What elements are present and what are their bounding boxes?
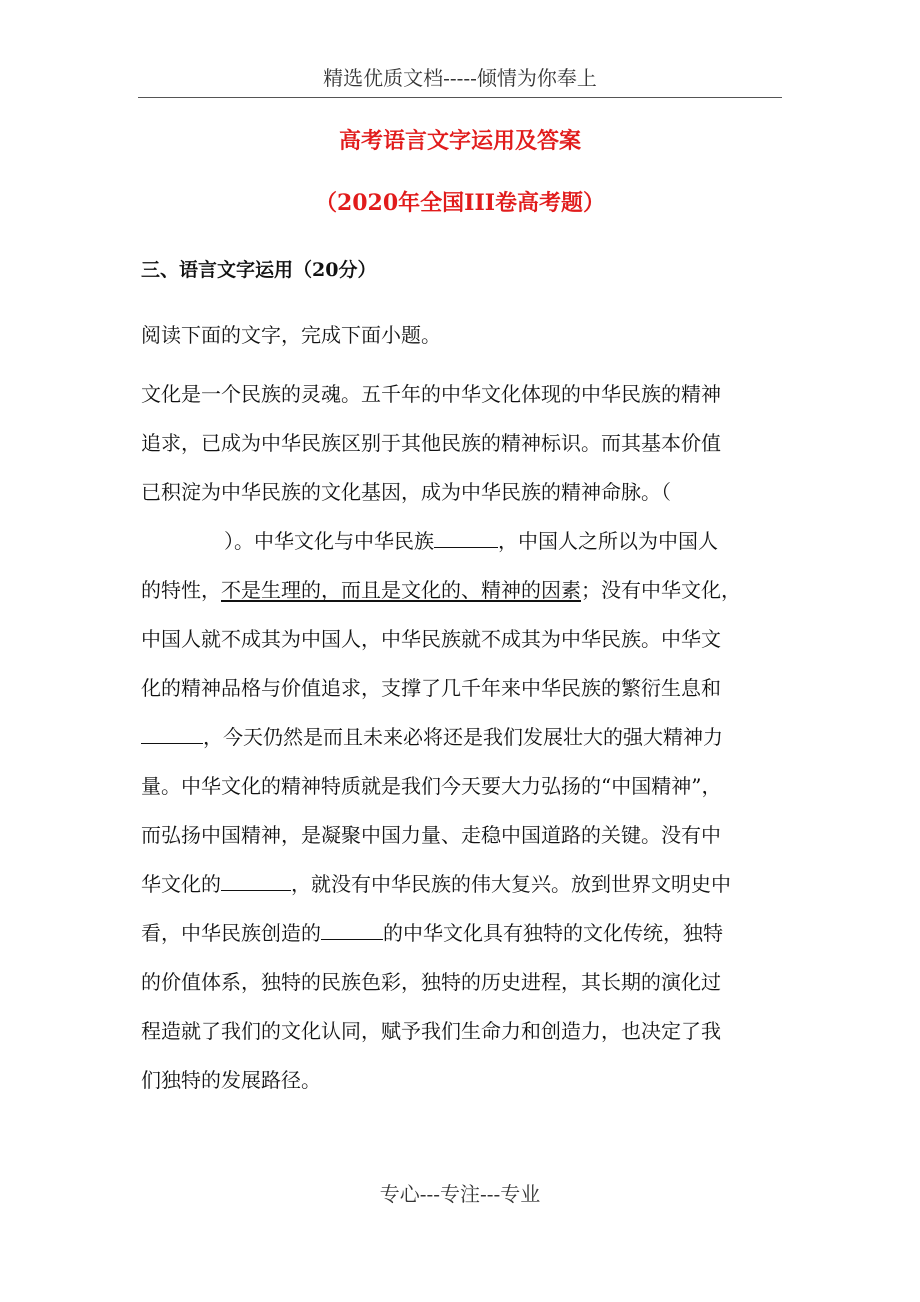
passage-line [141,920,781,946]
fill-blank-1[interactable] [434,529,498,548]
passage-text: ）。中华文化与中华民族 [224,529,434,553]
passage-line: 们独特的发展路径。 [141,1068,321,1092]
passage-line [141,871,781,897]
fill-blank-4[interactable] [321,921,383,940]
page-header: 精选优质文档-----倾情为你奉上 [323,66,597,90]
passage-line: 量。中华文化的精神特质就是我们今天要大力弘扬的“中国精神”， [141,774,722,798]
passage-line: 已积淀为中华民族的文化基因，成为中华民族的精神命脉。（ [141,480,671,504]
fill-blank-2[interactable] [141,725,203,744]
passage-text: ，今天仍然是而且未来必将还是我们发展壮大的强大精神力 [203,725,723,749]
passage-line: 而弘扬中国精神，是凝聚中国力量、走稳中国道路的关键。没有中 [141,823,721,847]
passage-line [224,528,784,554]
passage-text: 的中华文化具有独特的文化传统，独特 [383,921,723,945]
passage-line: 中国人就不成其为中国人，中华民族就不成其为中华民族。中华文 [141,627,721,651]
instruction-text: 阅读下面的文字，完成下面小题。 [141,323,441,347]
passage-line: 程造就了我们的文化认同，赋予我们生命力和创造力，也决定了我 [141,1019,721,1043]
passage-line [141,724,781,750]
passage-line: 的价值体系，独特的民族色彩，独特的历史进程，其长期的演化过 [141,970,721,994]
passage-text: 华文化的 [141,872,221,896]
passage-text: ，就没有中华民族的伟大复兴。放到世界文明史中 [291,872,731,896]
document-title: 高考语言文字运用及答案 [338,128,581,154]
underlined-sentence: 不是生理的，而且是文化的、精神的因素 [221,578,581,602]
section-heading: 三、语言文字运用（20分） [141,259,377,281]
passage-line [141,577,781,603]
fill-blank-3[interactable] [221,872,291,891]
passage-text: ；没有中华文化， [581,578,741,602]
passage-text: ，中国人之所以为中国人 [498,529,718,553]
passage-line: 文化是一个民族的灵魂。五千年的中华文化体现的中华民族的精神 [141,382,721,406]
passage-line: 追求，已成为中华民族区别于其他民族的精神标识。而其基本价值 [141,431,721,455]
header-divider [138,97,782,98]
page-footer: 专心---专注---专业 [379,1182,541,1206]
document-subtitle: （2020年全国III卷高考题） [314,190,606,216]
passage-line: 化的精神品格与价值追求，支撑了几千年来中华民族的繁衍生息和 [141,676,721,700]
passage-text: 看，中华民族创造的 [141,921,321,945]
passage-text: 的特性， [141,578,221,602]
